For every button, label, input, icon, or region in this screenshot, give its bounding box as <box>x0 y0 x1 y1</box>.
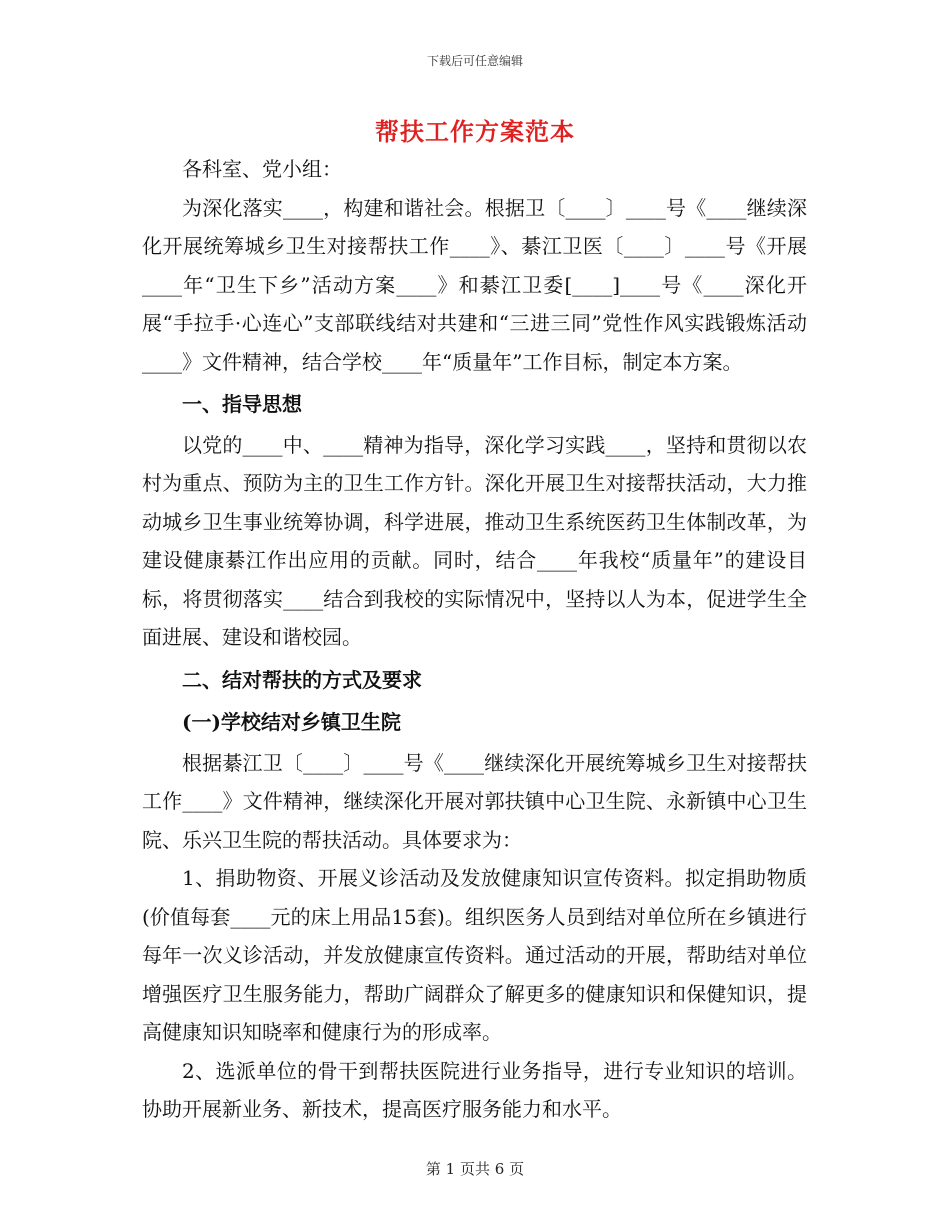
page-number-footer: 第 1 页共 6 页 <box>425 1160 525 1178</box>
section-1-heading: 一、指导思想 <box>182 392 302 416</box>
list-item-2: 2、选派单位的骨干到帮扶医院进行业务指导，进行专业知识的培训。协助开展新业务、新技术，提高医疗服务能力和水平。 <box>142 1058 807 1121</box>
intro-paragraph: 为深化落实____，构建和谐社会。根据卫〔____〕____号《____继续深化开展统筹城乡卫生对接帮扶工作____》、綦江卫医〔____〕____号《开展____年“卫生下乡”活动方案____》和綦江卫委[____]____号《____深化开展“手拉手·心连心”支部联线结对共建和“三进三同”党性作风实践锻炼活动____》文件精神，结合学校____年“质量年”工作目标，制定本方案。 <box>142 195 807 374</box>
salutation: 各科室、党小组： <box>182 157 342 181</box>
page-header-note: 下载后可任意编辑 <box>426 54 523 68</box>
document-title: 帮扶工作方案范本 <box>375 117 575 146</box>
section-2-heading: 二、结对帮扶的方式及要求 <box>182 667 422 692</box>
section-1-body: 以党的____中、____精神为指导，深化学习实践____，坚持和贯彻以农村为重点、预防为主的卫生工作方针。深化开展卫生对接帮扶活动，大力推动城乡卫生事业统筹协调，科学进展，推动卫生系统医药卫生体制改革，为建设健康綦江作出应用的贡献。同时，结合____年我校“质量年”的建设目标，将贯彻落实____结合到我校的实际情况中，坚持以人为本，促进学生全面进展、建设和谐校园。 <box>142 432 807 649</box>
document-body <box>142 150 807 1129</box>
subsection-1-body: 根据綦江卫〔____〕____号《____继续深化开展统筹城乡卫生对接帮扶工作____》文件精神，继续深化开展对郭扶镇中心卫生院、永新镇中心卫生院、乐兴卫生院的帮扶活动。具体要求为： <box>142 750 807 852</box>
list-item-1: 1、捐助物资、开展义诊活动及发放健康知识宣传资料。拟定捐助物质(价值每套____元的床上用品15套)。组织医务人员到结对单位所在乡镇进行每年一次义诊活动，并发放健康宣传资料。通过活动的开展，帮助结对单位增强医疗卫生服务能力，帮助广阔群众了解更多的健康知识和保健知识，提高健康知识知晓率和健康行为的形成率。 <box>142 866 807 1044</box>
subsection-1-heading: (一)学校结对乡镇卫生院 <box>182 710 401 734</box>
